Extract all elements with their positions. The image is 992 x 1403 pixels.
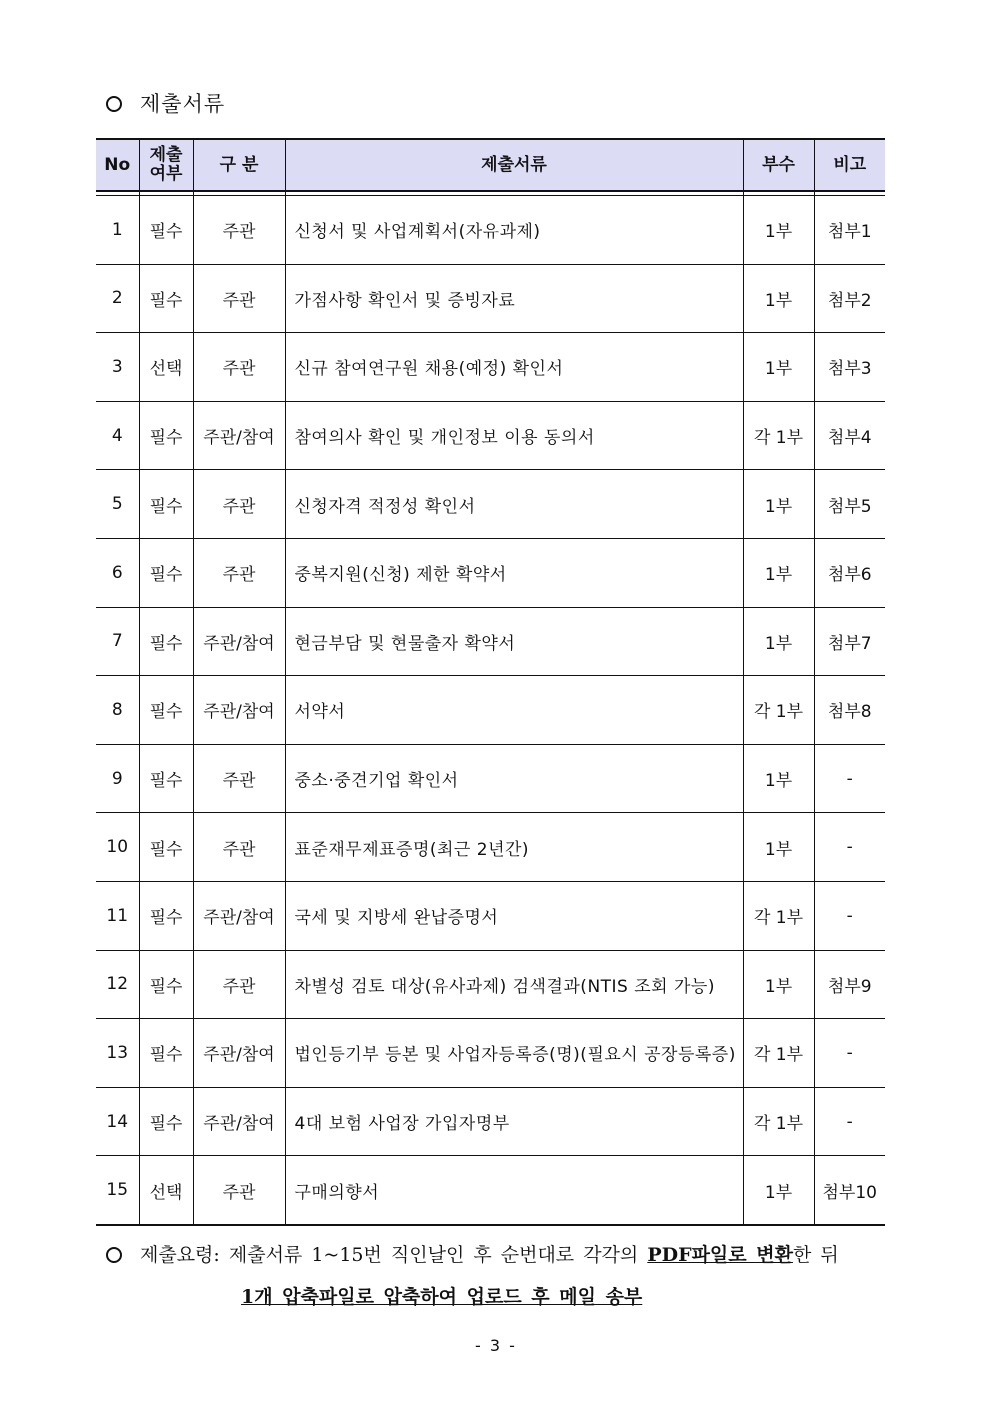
- table-row: [96, 607, 885, 676]
- section-heading-text: 제출서류: [140, 92, 226, 116]
- cell-required: 필수: [139, 607, 193, 676]
- cell-required: 필수: [139, 401, 193, 470]
- cell-category: 주관/참여: [193, 676, 285, 745]
- table-header-row: [96, 139, 885, 191]
- cell-required: 필수: [139, 881, 193, 950]
- cell-note: 첨부2: [814, 264, 885, 333]
- cell-category: 주관: [193, 1156, 285, 1225]
- cell-required: 필수: [139, 196, 193, 265]
- cell-note: -: [814, 1087, 885, 1156]
- guide-suffix: 한 뒤: [792, 1244, 839, 1266]
- cell-category: 주관/참여: [193, 881, 285, 950]
- cell-count: 1부: [743, 607, 814, 676]
- guide-emphasis: PDF파일로 변환: [647, 1244, 793, 1266]
- table-row: [96, 401, 885, 470]
- header-required-line1: 제출: [149, 145, 183, 165]
- cell-note: -: [814, 881, 885, 950]
- cell-category: 주관/참여: [193, 1087, 285, 1156]
- circle-bullet-icon: [106, 1247, 122, 1263]
- guide-prefix: 제출요령: 제출서류 1~15번 직인날인 후 순번대로 각각의: [140, 1244, 639, 1266]
- cell-note: 첨부10: [814, 1156, 885, 1225]
- header-category: 구 분: [193, 139, 285, 191]
- cell-document: 신규 참여연구원 채용(예정) 확인서: [285, 333, 743, 402]
- cell-document: 신청서 및 사업계획서(자유과제): [285, 196, 743, 265]
- cell-count: 1부: [743, 744, 814, 813]
- cell-no: 1: [96, 196, 139, 265]
- header-required-line2: 여부: [149, 164, 183, 184]
- table-row: [96, 333, 885, 402]
- guide-line2: 1개 압축파일로 압축하여 업로드 후 메일 송부: [241, 1286, 643, 1308]
- header-no: No: [96, 139, 139, 191]
- cell-count: 각 1부: [743, 676, 814, 745]
- cell-note: -: [814, 744, 885, 813]
- table-row: [96, 881, 885, 950]
- table-row: [96, 676, 885, 745]
- cell-count: 1부: [743, 950, 814, 1019]
- cell-category: 주관: [193, 196, 285, 265]
- cell-note: 첨부1: [814, 196, 885, 265]
- cell-count: 각 1부: [743, 881, 814, 950]
- cell-no: 6: [96, 538, 139, 607]
- cell-count: 1부: [743, 538, 814, 607]
- submission-guide: [106, 1240, 839, 1267]
- cell-no: 12: [96, 950, 139, 1019]
- cell-required: 필수: [139, 1087, 193, 1156]
- cell-document: 현금부담 및 현물출자 확약서: [285, 607, 743, 676]
- cell-document: 가점사항 확인서 및 증빙자료: [285, 264, 743, 333]
- cell-required: 필수: [139, 950, 193, 1019]
- cell-count: 각 1부: [743, 1087, 814, 1156]
- cell-document: 구매의향서: [285, 1156, 743, 1225]
- cell-required: 필수: [139, 813, 193, 882]
- header-required: [139, 139, 193, 191]
- cell-no: 11: [96, 881, 139, 950]
- cell-no: 8: [96, 676, 139, 745]
- cell-no: 10: [96, 813, 139, 882]
- cell-count: 1부: [743, 196, 814, 265]
- cell-count: 1부: [743, 333, 814, 402]
- cell-count: 각 1부: [743, 1019, 814, 1088]
- cell-category: 주관: [193, 950, 285, 1019]
- cell-count: 각 1부: [743, 401, 814, 470]
- cell-document: 차별성 검토 대상(유사과제) 검색결과(NTIS 조회 가능): [285, 950, 743, 1019]
- cell-required: 필수: [139, 744, 193, 813]
- cell-note: -: [814, 1019, 885, 1088]
- cell-no: 2: [96, 264, 139, 333]
- table-row: [96, 1019, 885, 1088]
- page-number: - 3 -: [475, 1336, 517, 1355]
- cell-note: 첨부3: [814, 333, 885, 402]
- cell-no: 5: [96, 470, 139, 539]
- cell-no: 15: [96, 1156, 139, 1225]
- cell-no: 13: [96, 1019, 139, 1088]
- cell-document: 중복지원(신청) 제한 확약서: [285, 538, 743, 607]
- cell-required: 선택: [139, 333, 193, 402]
- cell-no: 14: [96, 1087, 139, 1156]
- header-document: 제출서류: [285, 139, 743, 191]
- cell-category: 주관/참여: [193, 607, 285, 676]
- table-body: [96, 196, 885, 1225]
- cell-category: 주관: [193, 813, 285, 882]
- table-row: [96, 744, 885, 813]
- header-count: 부수: [743, 139, 814, 191]
- cell-note: 첨부9: [814, 950, 885, 1019]
- cell-document: 서약서: [285, 676, 743, 745]
- cell-document: 중소·중견기업 확인서: [285, 744, 743, 813]
- cell-no: 7: [96, 607, 139, 676]
- cell-required: 필수: [139, 470, 193, 539]
- cell-note: 첨부6: [814, 538, 885, 607]
- cell-required: 필수: [139, 676, 193, 745]
- cell-category: 주관: [193, 470, 285, 539]
- cell-required: 필수: [139, 538, 193, 607]
- table-row: [96, 950, 885, 1019]
- cell-document: 4대 보험 사업장 가입자명부: [285, 1087, 743, 1156]
- section-heading: [106, 88, 225, 118]
- cell-category: 주관: [193, 264, 285, 333]
- table-row: [96, 196, 885, 265]
- cell-document: 참여의사 확인 및 개인정보 이용 동의서: [285, 401, 743, 470]
- cell-note: 첨부8: [814, 676, 885, 745]
- cell-note: -: [814, 813, 885, 882]
- cell-document: 법인등기부 등본 및 사업자등록증(명)(필요시 공장등록증): [285, 1019, 743, 1088]
- documents-table: [96, 138, 885, 1226]
- cell-note: 첨부7: [814, 607, 885, 676]
- table-row: [96, 470, 885, 539]
- circle-bullet-icon: [106, 96, 122, 112]
- cell-document: 표준재무제표증명(최근 2년간): [285, 813, 743, 882]
- table-row: [96, 1156, 885, 1225]
- cell-no: 9: [96, 744, 139, 813]
- table-row: [96, 264, 885, 333]
- cell-count: 1부: [743, 813, 814, 882]
- cell-count: 1부: [743, 470, 814, 539]
- cell-no: 3: [96, 333, 139, 402]
- header-note: 비고: [814, 139, 885, 191]
- cell-no: 4: [96, 401, 139, 470]
- cell-category: 주관: [193, 744, 285, 813]
- cell-document: 국세 및 지방세 완납증명서: [285, 881, 743, 950]
- cell-required: 선택: [139, 1156, 193, 1225]
- cell-note: 첨부4: [814, 401, 885, 470]
- table-row: [96, 538, 885, 607]
- cell-document: 신청자격 적정성 확인서: [285, 470, 743, 539]
- cell-category: 주관: [193, 333, 285, 402]
- cell-category: 주관/참여: [193, 401, 285, 470]
- cell-count: 1부: [743, 1156, 814, 1225]
- cell-note: 첨부5: [814, 470, 885, 539]
- cell-count: 1부: [743, 264, 814, 333]
- cell-required: 필수: [139, 264, 193, 333]
- cell-required: 필수: [139, 1019, 193, 1088]
- cell-category: 주관/참여: [193, 1019, 285, 1088]
- table-row: [96, 813, 885, 882]
- cell-category: 주관: [193, 538, 285, 607]
- table-row: [96, 1087, 885, 1156]
